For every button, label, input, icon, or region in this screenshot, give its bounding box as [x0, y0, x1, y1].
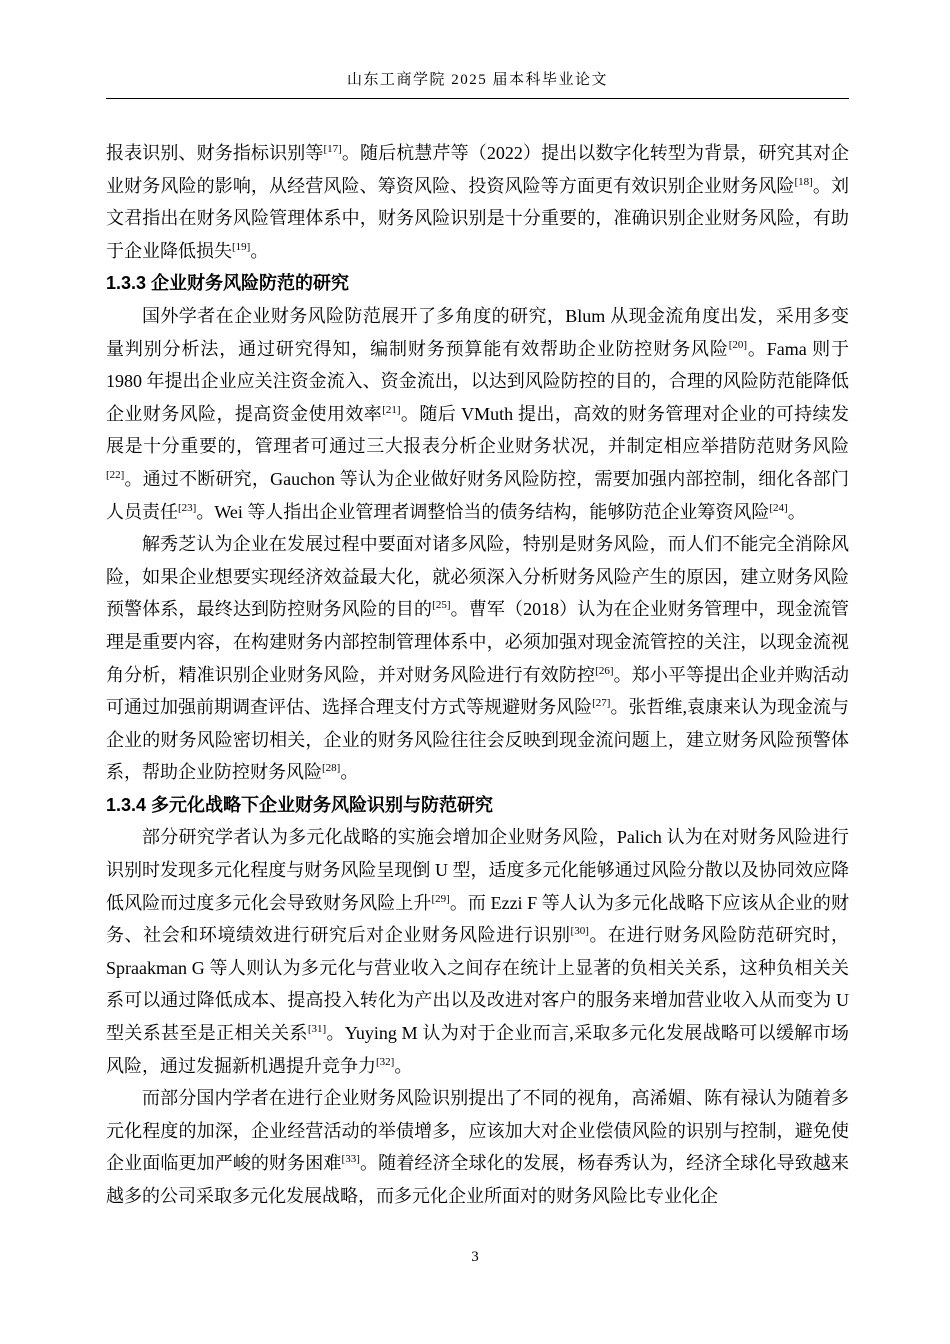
paragraph-foreign-scholars: 国外学者在企业财务风险防范展开了多角度的研究，Blum 从现金流角度出发，采用多变量判别分析法，通过研究得知，编制财务预算能有效帮助企业防控财务风险[20]。Fama 则于 1980 年提出企业应关注资金流入、资金流出，以达到风险防控的目的，合理的风险防范能降低企业财务风险，提高资金使用效率[21]。随后 VMuth 提出，高效的财务管理对企业的可持续发展是十分重要的，管理者可通过三大报表分析企业财务状况，并制定相应举措防范财务风险[22]。通过不断研究，Gauchon 等认为企业做好财务风险防控，需要加强内部控制，细化各部门人员责任[23]。Wei 等人指出企业管理者调整恰当的债务结构，能够防范企业筹资风险[24]。 — [106, 305, 849, 522]
document-body — [106, 137, 849, 1213]
page-number: 3 — [471, 1249, 479, 1265]
section-heading-1-3-4: 1.3.4 多元化战略下企业财务风险识别与防范研究 — [106, 794, 494, 815]
paragraph-diversification-foreign: 部分研究学者认为多元化战略的实施会增加企业财务风险，Palich 认为在对财务风险进行识别时发现多元化程度与财务风险呈现倒 U 型，适度多元化能够通过风险分散以及协同效应降低风险而过度多元化会导致财务风险上升[29]。而 Ezzi F 等人认为多元化战略下应该从企业的财务、社会和环境绩效进行研究后对企业财务风险进行识别[30]。在进行财务风险防范研究时，Spraakman G 等人则认为多元化与营业收入之间存在统计上显著的负相关关系，这种负相关关系可以通过降低成本、提高投入转化为产出以及改进对客户的服务来增加营业收入从而变为 U 型关系甚至是正相关关系[31]。Yuying M 认为对于企业而言,采取多元化发展战略可以缓解市场风险，通过发掘新机遇提升竞争力[32]。 — [106, 827, 850, 1076]
page-footer — [0, 1249, 950, 1266]
page-header — [106, 68, 849, 99]
paragraph-domestic-scholars: 解秀芝认为企业在发展过程中要面对诸多风险，特别是财务风险，而人们不能完全消除风险，如果企业想要实现经济效益最大化，就必须深入分析财务风险产生的原因，建立财务风险预警体系，最终达到防控财务风险的目的[25]。曹军（2018）认为在企业财务管理中，现金流管理是重要内容，在构建财务内部控制管理体系中，必须加强对现金流管控的关注，以现金流视角分析，精准识别企业财务风险，并对财务风险进行有效防控[26]。郑小平等提出企业并购活动可通过加强前期调查评估、选择合理支付方式等规避财务风险[27]。张哲维,袁康来认为现金流与企业的财务风险密切相关，企业的财务风险往往会反映到现金流问题上，建立财务风险预警体系，帮助企业防控财务风险[28]。 — [106, 534, 850, 783]
paragraph-continuation: 报表识别、财务指标识别等[17]。随后杭慧芹等（2022）提出以数字化转型为背景，研究其对企业财务风险的影响，从经营风险、筹资风险、投资风险等方面更有效识别企业财务风险[18]。刘文君指出在财务风险管理体系中，财务风险识别是十分重要的，准确识别企业财务风险，有助于企业降低损失[19]。 — [106, 143, 849, 261]
header-title: 山东工商学院 2025 届本科毕业论文 — [346, 72, 608, 88]
paragraph-diversification-domestic: 而部分国内学者在进行企业财务风险识别提出了不同的视角，高浠媚、陈有禄认为随着多元化程度的加深，企业经营活动的举债增多，应该加大对企业偿债风险的识别与控制，避免使企业面临更加严峻的财务困难[33]。随着经济全球化的发展，杨春秀认为，经济全球化导致越来越多的公司采取多元化发展战略，而多元化企业所面对的财务风险比专业化企 — [106, 1088, 850, 1206]
section-heading-1-3-3: 1.3.3 企业财务风险防范的研究 — [106, 273, 350, 294]
